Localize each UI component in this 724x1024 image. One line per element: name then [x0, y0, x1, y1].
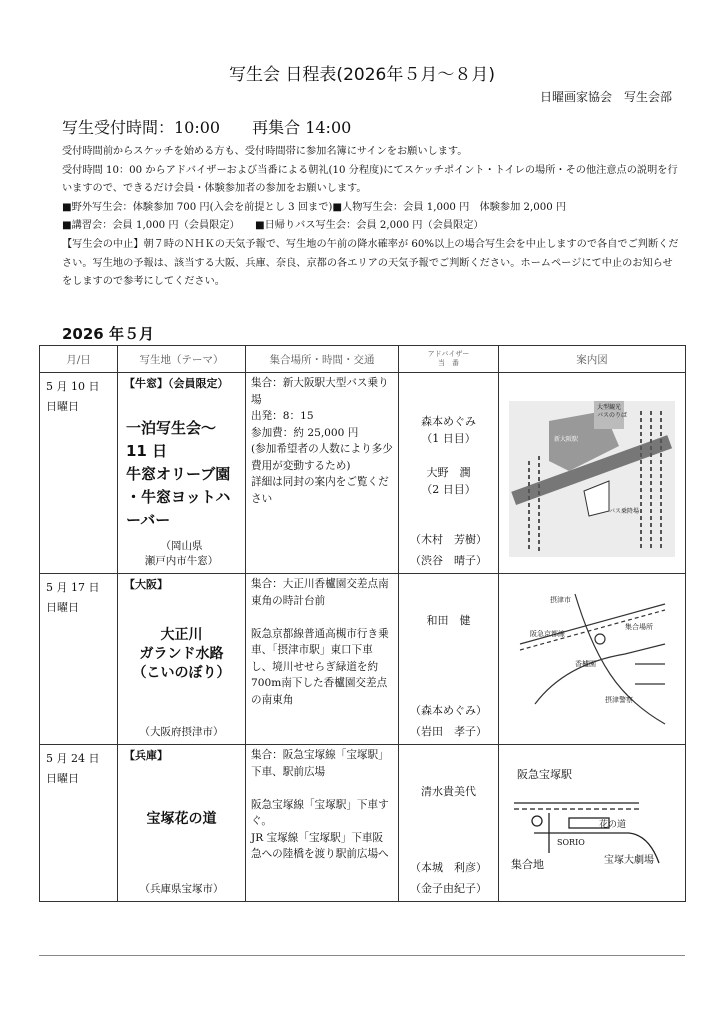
theme-cell — [118, 373, 246, 574]
date: 5 月 10 日 — [46, 380, 100, 393]
header-date: 月/日 — [40, 346, 118, 373]
page-title: 写生会 日程表(2026年５月〜８月) — [229, 65, 495, 85]
reception-times: 写生受付時間：10:00 再集合 14:00 — [62, 118, 352, 137]
theme: 宝塚花の道 — [146, 811, 217, 827]
map-label: バス乗降場 — [609, 508, 640, 515]
header-duty-label: 当 番 — [438, 359, 459, 367]
map-label: 花の道 — [599, 820, 627, 830]
theme-cell — [118, 574, 246, 745]
map-label: バスのりば — [597, 412, 628, 419]
date: 5 月 17 日 — [46, 581, 100, 594]
note-line: ■野外写生会：体験参加 700 円(入会を前提とし 3 回まで)■人物写生会：会員 1,000 円 体験参加 2,000 円 — [62, 201, 567, 213]
header-advisor-label: アドバイザー — [427, 350, 470, 358]
map-label: 集合場所 — [625, 623, 653, 631]
location: （大阪府摂津市） — [139, 726, 224, 738]
map-takarazuka — [509, 763, 679, 883]
advisor: 和田 健 — [426, 614, 471, 627]
header-meeting: 集合場所・時間・交通 — [246, 346, 399, 373]
duty-members: （森本めぐみ） （岩田 孝子） — [410, 704, 487, 738]
duty-members: （木村 芳樹） （渋谷 晴子） — [410, 533, 487, 567]
schedule-table — [39, 345, 686, 902]
duty-members: （本城 利彦） （金子由紀子） — [410, 861, 487, 895]
category: 【兵庫】 — [124, 749, 168, 762]
note-line: 受付時間前からスケッチを始める方も、受付時間帯に参加名簿にサインをお願いします。 — [62, 146, 468, 157]
organization-name: 日曜画家協会 写生会部 — [539, 90, 672, 104]
weekday: 日曜日 — [46, 601, 79, 614]
note-line: ■講習会：会員 1,000 円（会員限定） ■日帰りバス写生会：会員 2,000 円（会員限定） — [62, 220, 484, 232]
table-row — [40, 574, 686, 745]
theme-cell — [118, 745, 246, 902]
weekday: 日曜日 — [46, 400, 79, 413]
advisor-cell — [399, 745, 499, 902]
date-cell — [40, 745, 118, 902]
theme: 一泊写生会〜 11 日 牛窓オリーブ園 ・牛窓ヨットハ ーバー — [126, 419, 231, 529]
map-label: 新大阪駅 — [554, 436, 579, 443]
advisor: 清水貴美代 — [421, 785, 476, 798]
footer-divider — [39, 955, 685, 956]
header-theme: 写生地（テーマ） — [118, 346, 246, 373]
meeting-info: 集合：大正川香櫨園交差点南東角の時計台前 阪急京都線普通高槻市行き乗車、「摂津市駅」東口下車し、境川せせらぎ緑道を約 700m南下した香櫨園交差点の南東角 — [251, 578, 389, 706]
header-map: 案内図 — [499, 346, 686, 373]
weekday: 日曜日 — [46, 772, 79, 785]
advisor: 森本めぐみ （1 日目） 大野 潤 （2 日目） — [421, 415, 476, 496]
note-line: 受付時間 10：00 からアドバイザーおよび当番による朝礼(10 分程度)にてスケッチポイント・トイレの場所・その他注意点の説明を行いますので、できるだけ会員・体験参加者の参加をお願いします。 — [62, 164, 678, 195]
date-cell — [40, 574, 118, 745]
notes-section — [62, 143, 682, 292]
meeting-info: 集合：阪急宝塚線「宝塚駅」下車、駅前広場 阪急宝塚線「宝塚駅」下車すぐ。 JR 宝塚線「宝塚駅」下車阪急への陸橋を渡り駅前広場へ — [251, 749, 389, 860]
map-label: 阪急宝塚駅 — [517, 768, 572, 781]
map-cell — [499, 574, 686, 745]
meeting-cell — [246, 745, 399, 902]
location: （兵庫県宝塚市） — [139, 883, 224, 895]
map-settsu — [515, 584, 675, 734]
meeting-cell — [246, 373, 399, 574]
map-label: 香櫨園 — [575, 660, 596, 668]
date: 5 月 24 日 — [46, 752, 100, 765]
map-label: 集合地 — [511, 858, 544, 871]
map-label: 大型観光 — [597, 404, 622, 411]
map-label: 摂津警察 — [605, 696, 633, 704]
meeting-cell — [246, 574, 399, 745]
map-cell — [499, 373, 686, 574]
map-label: 宝塚大劇場 — [604, 855, 654, 866]
map-label: 阪急京都線 — [530, 630, 565, 638]
location: （岡山県 瀬戸内市牛窓） — [144, 540, 219, 567]
note-line: 【写生会の中止】朝７時のＮＨＫの天気予報で、写生地の午前の降水確率が 60%以上の場合写生会を中止しますので各自でご判断ください。写生地の予報は、該当する大阪、兵庫、奈良、京都の各エリアの天気予報でご判断ください。ホームページにて中止のお知らせをしますので参考にしてください。 — [62, 238, 679, 288]
table-row — [40, 745, 686, 902]
map-label: SORIO — [557, 838, 585, 847]
category: 【牛窓】（会員限定） — [124, 377, 229, 390]
header-advisor — [399, 346, 499, 373]
month-heading: 2026 年５月 — [62, 325, 154, 343]
meeting-info: 集合：新大阪駅大型バス乗り場 出発：8：15 参加費：約 25,000 円 (参加希望者の人数により多少費用が変動するため) 詳細は同封の案内をご覧ください — [251, 377, 393, 505]
theme: 大正川 ガランド水路 （こいのぼり） — [132, 627, 231, 681]
map-cell — [499, 745, 686, 902]
advisor-cell — [399, 373, 499, 574]
date-cell — [40, 373, 118, 574]
map-shin-osaka — [509, 401, 675, 557]
category: 【大阪】 — [124, 578, 168, 591]
table-header-row — [40, 346, 686, 373]
map-label: 摂津市 — [550, 596, 571, 604]
table-row — [40, 373, 686, 574]
advisor-cell — [399, 574, 499, 745]
